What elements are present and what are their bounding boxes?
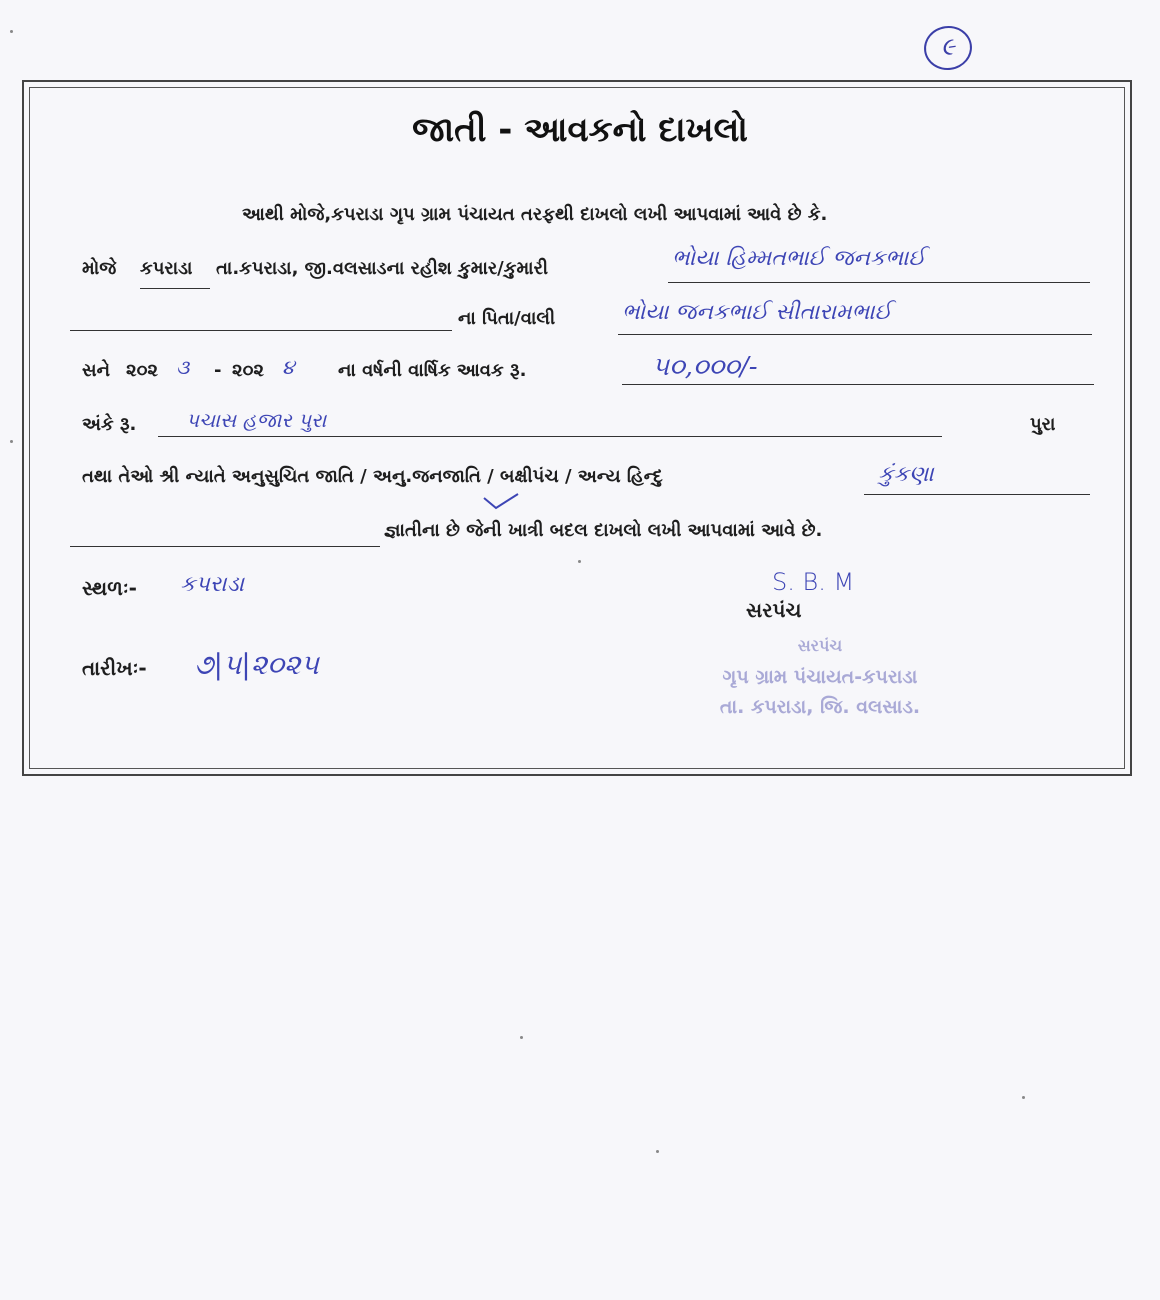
line4-amount-words: પચાસ હજાર પુરા: [186, 408, 327, 432]
line3-dash: -: [214, 360, 222, 381]
line5-caste-handwritten: કુંકણા: [878, 462, 934, 487]
line2-blank-underline: [70, 330, 452, 331]
scan-speck: [520, 1036, 523, 1039]
line2-underline: [618, 334, 1092, 335]
line3-income-amount: ૫૦,૦૦૦/-: [652, 352, 758, 382]
line6-blank-underline: [70, 546, 380, 547]
line3-underline: [622, 384, 1094, 385]
place-label: સ્થળઃ-: [82, 576, 137, 600]
tick-mark: [482, 492, 522, 512]
stamp-line3: તા. કપરાડા, જિ. વલસાડ.: [719, 696, 921, 718]
stamp-line2: ગૃપ ગ્રામ પંચાયત-કપરાડા: [722, 666, 918, 688]
date-label: તારીખઃ-: [82, 656, 147, 680]
line3-year-to-hw: ૪: [282, 355, 295, 379]
date-value: ૭|૫|૨૦૨૫: [194, 648, 319, 681]
line6-text: જ્ઞાતીના છે જેની ખાત્રી બદલ દાખલો લખી આપવામાં આવે છે.: [384, 520, 823, 541]
certificate-title: જાતી - આવકનો દાખલો: [412, 110, 748, 150]
stamp-line1: સરપંચ: [797, 636, 843, 655]
line5-text: તથા તેઓ શ્રી ન્યાતે અનુસુચિત જાતિ / અનુ.જનજાતિ / બક્ષીપંચ / અન્ય હિન્દુ: [82, 466, 663, 487]
line4-label: અંકે રૂ.: [82, 414, 137, 435]
line3-year-from-hw: ૩: [176, 355, 190, 379]
scan-speck: [1022, 1096, 1025, 1099]
line1-handwritten-name: ભોયા હિમ્મતભાઈ જનકભાઈ: [672, 246, 926, 271]
scan-speck: [10, 30, 13, 33]
line1-text: તા.કપરાડા, જી.વલસાડના રહીશ કુમાર/કુમારી: [216, 258, 549, 279]
line1-underline: [668, 282, 1090, 283]
signature-initials: S. B. M: [772, 568, 855, 596]
scan-speck: [656, 1150, 659, 1153]
line1-village: કપરાડા: [140, 258, 193, 279]
line1-village-underline: [140, 288, 210, 289]
line3-label: ના વર્ષની વાર્ષિક આવક રૂ.: [338, 360, 527, 381]
line1-prefix: મોજે: [82, 258, 117, 279]
line4-suffix: પુરા: [1030, 414, 1056, 435]
place-value: કપરાડા: [180, 572, 245, 597]
line3-year-from: ૨૦૨: [126, 360, 158, 381]
line3-prefix: સને: [82, 360, 110, 381]
line2-label: ના પિતા/વાલી: [458, 308, 556, 329]
line2-handwritten-father: ભોયા જનકભાઈ સીતારામભાઈ: [622, 300, 892, 325]
signature-title: સરપંચ: [746, 598, 802, 622]
page-number: ૯: [921, 23, 975, 73]
intro-line: આથી મોજે,કપરાડા ગૃપ ગ્રામ પંચાયત તરફથી દાખલો લખી આપવામાં આવે છે કે.: [242, 204, 828, 225]
line5-underline: [864, 494, 1090, 495]
line3-year-to: ૨૦૨: [232, 360, 264, 381]
scan-speck: [578, 560, 581, 563]
line4-underline: [158, 436, 942, 437]
scan-speck: [10, 440, 13, 443]
